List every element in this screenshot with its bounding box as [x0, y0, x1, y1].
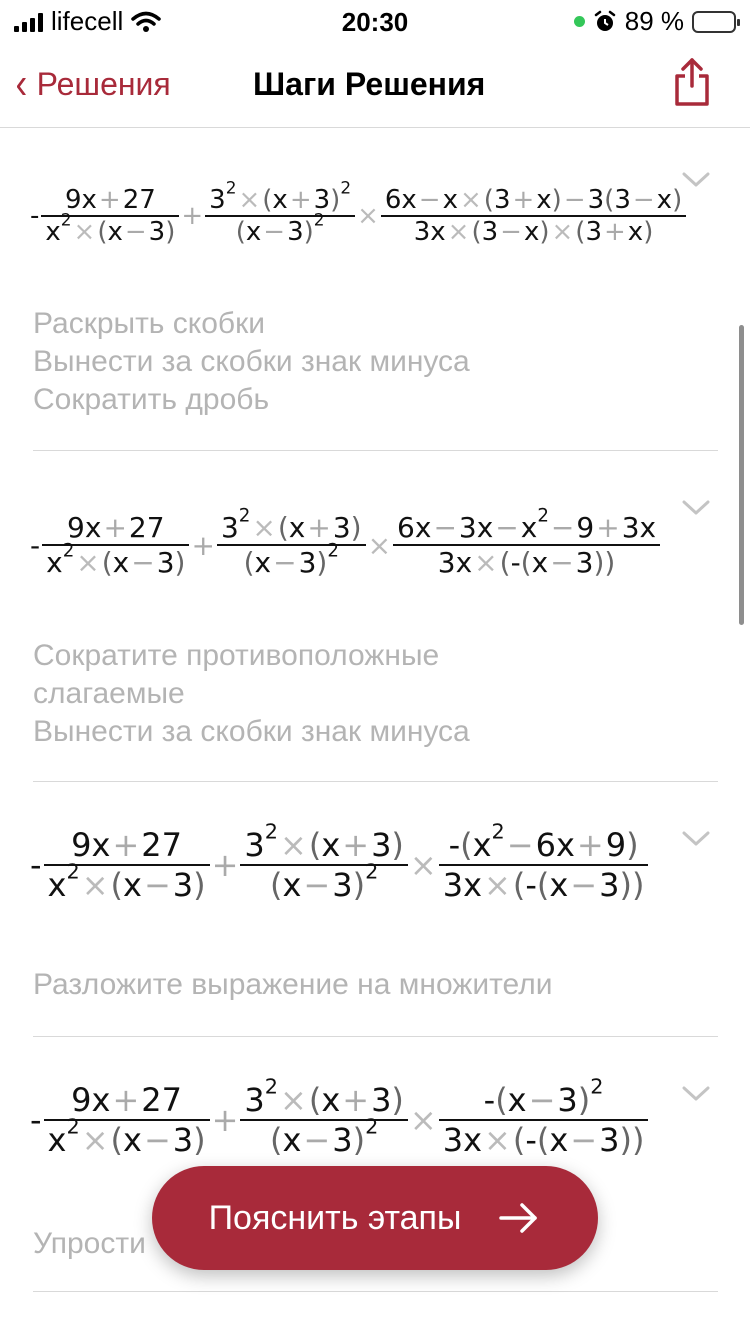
step-card[interactable]: [0, 451, 750, 782]
chevron-down-icon[interactable]: [682, 1085, 710, 1103]
privacy-indicator-icon: [574, 16, 585, 27]
step-card[interactable]: [0, 129, 750, 451]
scrollbar[interactable]: [739, 325, 744, 625]
description-line: Сократить дробь: [33, 383, 270, 416]
step-description: [33, 637, 470, 751]
description-line: Упрости: [33, 1227, 146, 1260]
status-bar: [0, 0, 750, 44]
carrier-label: lifecell: [51, 6, 124, 36]
chevron-left-icon: ‹: [15, 59, 28, 108]
description-line: Сократите противоположные: [33, 639, 440, 672]
back-button[interactable]: [14, 59, 171, 108]
step-expression: - $\frac{9x+27}{x^2\times(x-3)}$ + $\frac{3^2\times(x+3)}{(x-3)^2}$ × $\frac{-(x^2-6x+9)}{3x\times(-(x-3))}$: [30, 826, 648, 904]
description-line: Вынести за скобки знак минуса: [33, 715, 470, 748]
page-title: Шаги Решения: [253, 66, 486, 102]
explain-steps-label: Пояснить этапы: [208, 1198, 462, 1237]
step-expression: - $\frac{9x+27}{x^2\times(x-3)}$ + $\frac{3^2\times(x+3)}{(x-3)^2}$ × $\frac{6x-3x-x^2-9+3x}{3x\times(-(x-3))}$: [30, 511, 660, 579]
divider: [33, 1291, 718, 1292]
step-description: [33, 966, 553, 1004]
status-time: 20:30: [341, 7, 409, 37]
chevron-down-icon[interactable]: [682, 499, 710, 517]
back-label: Решения: [36, 65, 171, 102]
battery-icon: [692, 11, 736, 33]
navigation-bar: [0, 44, 750, 128]
status-right: [574, 6, 736, 37]
step-description: [33, 305, 470, 419]
alarm-icon: [593, 10, 617, 34]
step-card[interactable]: [0, 782, 750, 1037]
description-line: Раскрыть скобки: [33, 307, 265, 340]
step-expression: - $\frac{9x+27}{x^2\times(x-3)}$ + $\frac{3^2\times(x+3)}{(x-3)^2}$ × $\frac{-(x-3)^2}{3x\times(-(x-3))}$: [30, 1081, 648, 1159]
step-description: [33, 1225, 146, 1263]
step-expression: - $\frac{9x+27}{x^2\times(x-3)}$ + $\frac{3^2\times(x+3)^2}{(x-3)^2}$ × $\frac{6x-x\times(3+x)-3(3-x)}{3x\times(3-x)\times(3+x)}$: [30, 185, 686, 247]
arrow-right-icon: [497, 1201, 541, 1235]
explain-steps-button[interactable]: [152, 1166, 598, 1270]
battery-percent: 89 %: [624, 6, 684, 36]
description-line: слагаемые: [33, 677, 185, 710]
share-icon[interactable]: [672, 56, 712, 108]
description-line: Вынести за скобки знак минуса: [33, 345, 470, 378]
chevron-down-icon[interactable]: [682, 171, 710, 189]
chevron-down-icon[interactable]: [682, 830, 710, 848]
description-line: Разложите выражение на множители: [33, 968, 553, 1001]
steps-list: [0, 129, 750, 1334]
